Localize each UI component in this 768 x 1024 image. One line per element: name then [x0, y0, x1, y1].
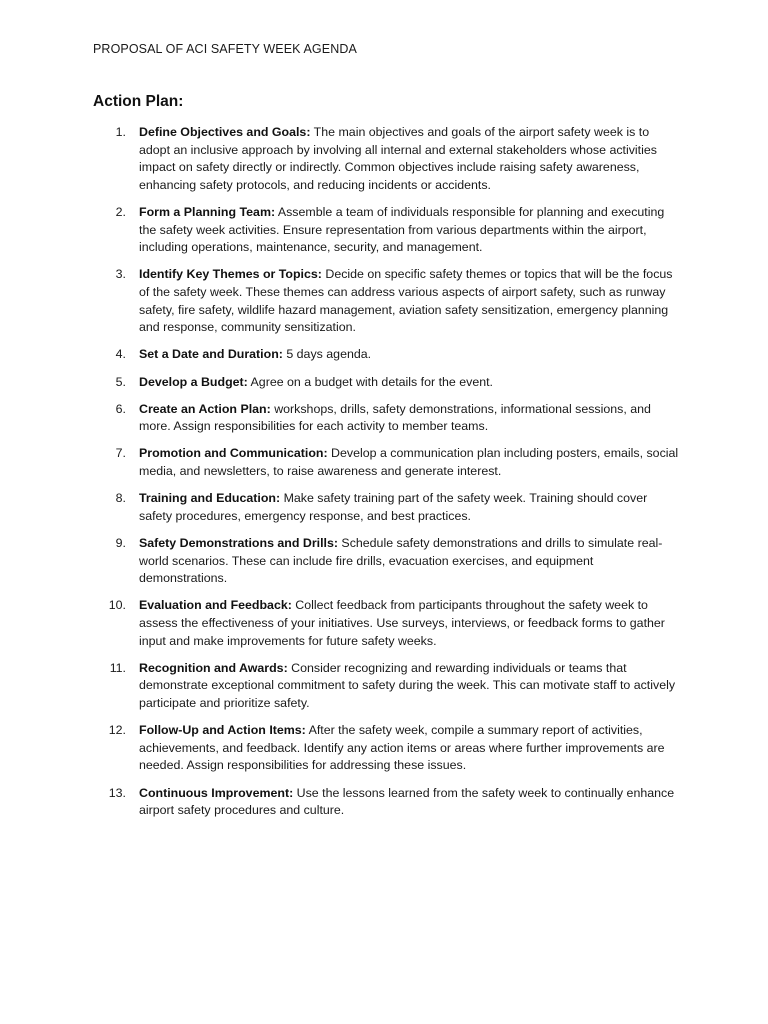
item-text: The main objectives and goals of the airport safety week is to adopt an inclusive approach by involving all internal and external stakeholders whose activities impact on safety directly or indirectly. Common objectives include raising safety awareness, enhancing safety protocols, and reducing incidents or accidents.: [139, 125, 657, 192]
action-plan-list: [93, 124, 683, 829]
item-title: Recognition and Awards:: [139, 660, 288, 675]
item-title: Set a Date and Duration:: [139, 347, 283, 362]
item-text: After the safety week, compile a summary report of activities, achievements, and feedback. Identify any action items or areas where further improvements are needed. Assign responsibilities for addressing these issues.: [139, 723, 665, 773]
item-title: Training and Education:: [139, 491, 281, 506]
item-number: 5.: [115, 374, 126, 389]
item-number: 3.: [115, 267, 126, 282]
item-number: 2.: [115, 204, 126, 219]
item-number: 13.: [108, 785, 126, 800]
list-item: [93, 785, 683, 820]
item-text: workshops, drills, safety demonstrations, informational sessions, and more. Assign responsibilities for each activity to member teams.: [139, 401, 651, 434]
item-number: 6.: [115, 401, 126, 416]
item-title: Continuous Improvement:: [139, 785, 294, 800]
item-text: Schedule safety demonstrations and drills to simulate real-world scenarios. These can include fire drills, evacuation exercises, and equipment demonstrations.: [139, 536, 663, 586]
item-text: Use the lessons learned from the safety week to continually enhance airport safety procedures and culture.: [139, 785, 675, 818]
item-text: Decide on specific safety themes or topics that will be the focus of the safety week. These themes can address various aspects of airport safety, such as runway safety, fire safety, wildlife hazard management, aviation safety sensitization, emergency planning and response, community sensitization.: [139, 267, 673, 335]
item-title: Promotion and Communication:: [139, 446, 328, 461]
list-item: [93, 445, 683, 480]
item-title: Form a Planning Team:: [139, 204, 276, 219]
item-text: Assemble a team of individuals responsible for planning and executing the safety week activities. Ensure representation from various departments within the airport, including operations, maintenance, security, and management.: [139, 204, 665, 255]
item-number: 1.: [115, 125, 126, 139]
list-item: [93, 346, 683, 364]
item-number: 9.: [115, 536, 126, 551]
item-text: Collect feedback from participants throughout the safety week to assess the effectiveness of your initiatives. Use surveys, interviews, or feedback forms to gather input and make improvements for future safety weeks.: [139, 598, 665, 648]
item-number: 12.: [108, 723, 126, 738]
list-item: [93, 660, 683, 713]
list-item: [93, 535, 683, 588]
item-text: Develop a communication plan including posters, emails, social media, and newsletters, to raise awareness and generate interest.: [139, 446, 679, 479]
item-number: 11.: [109, 660, 126, 675]
list-item: [93, 374, 683, 392]
list-item: [93, 204, 683, 257]
section-title: Action Plan:: [93, 93, 184, 110]
item-title: Create an Action Plan:: [139, 401, 271, 416]
item-number: 7.: [115, 446, 126, 461]
item-title: Define Objectives and Goals:: [139, 125, 311, 139]
item-title: Follow-Up and Action Items:: [139, 723, 306, 738]
list-item: [93, 124, 683, 194]
item-title: Safety Demonstrations and Drills:: [139, 536, 338, 551]
item-number: 8.: [115, 491, 126, 506]
list-item: [93, 266, 683, 336]
item-text: Consider recognizing and rewarding individuals or teams that demonstrate exceptional commitment to safety during the week. This can motivate staff to actively participate and prioritize safety.: [139, 660, 676, 710]
item-number: 4.: [115, 347, 126, 362]
item-text: Make safety training part of the safety week. Training should cover safety procedures, emergency response, and best practices.: [139, 491, 648, 523]
item-title: Identify Key Themes or Topics:: [139, 267, 322, 282]
item-number: 10.: [108, 598, 126, 613]
list-item: [93, 722, 683, 775]
item-text: 5 days agenda.: [282, 347, 372, 362]
list-item: [93, 490, 683, 525]
document-header: PROPOSAL OF ACI SAFETY WEEK AGENDA: [93, 42, 357, 56]
item-title: Evaluation and Feedback:: [139, 598, 292, 613]
list-item: [93, 597, 683, 650]
item-text: Agree on a budget with details for the event.: [247, 374, 494, 389]
item-title: Develop a Budget:: [139, 374, 248, 389]
list-item: [93, 401, 683, 436]
